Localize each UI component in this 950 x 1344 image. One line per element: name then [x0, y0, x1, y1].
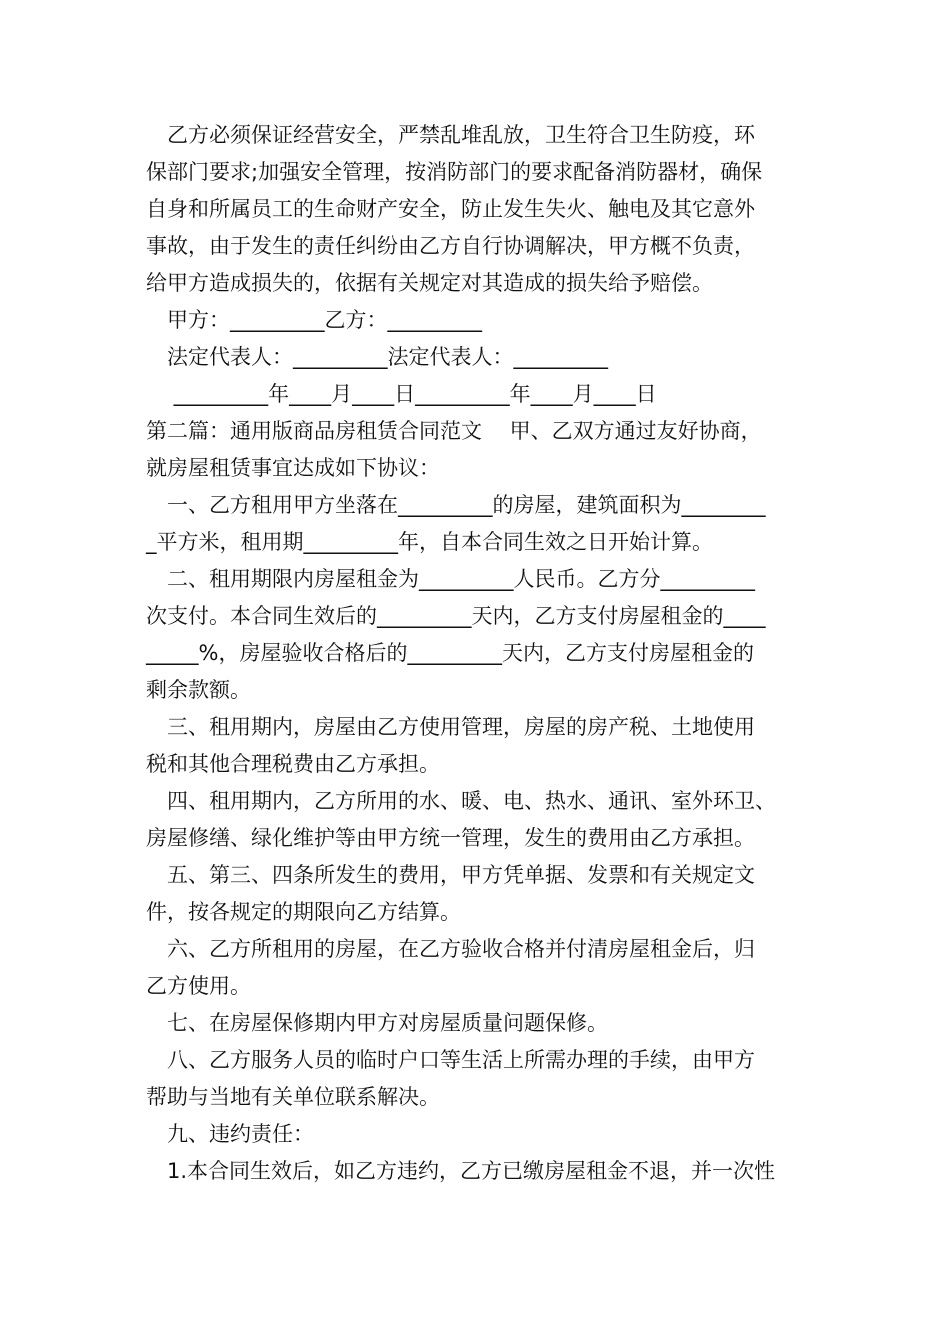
clause-6: 六、乙方所租用的房屋，在乙方验收合格并付清房屋租金后，归	[146, 937, 755, 961]
text-line: 乙方使用。	[146, 974, 251, 998]
clause-4: 四、租用期内，乙方所用的水、暖、电、热水、通讯、室外环卫、	[146, 789, 776, 813]
text-line: 给甲方造成损失的，依据有关规定对其造成的损失给予赔偿。	[146, 271, 713, 295]
clause-9-1: 1.本合同生效后，如乙方违约，乙方已缴房屋租金不退，并一次性	[146, 1159, 776, 1183]
text-line: 次支付。本合同生效后的_________天内，乙方支付房屋租金的____	[146, 604, 766, 628]
clause-3: 三、租用期内，房屋由乙方使用管理，房屋的房产税、土地使用	[146, 715, 755, 739]
section-heading: 第二篇：通用版商品房租赁合同范文 甲、乙双方通过友好协商，	[146, 419, 762, 443]
text-line: 剩余款额。	[146, 678, 251, 702]
text-line: 就房屋租赁事宜达成如下协议：	[146, 456, 440, 480]
clause-1: 一、乙方租用甲方坐落在_________的房屋，建筑面积为________	[146, 493, 766, 517]
text-line: 件，按各规定的期限向乙方结算。	[146, 900, 461, 924]
signature-line-representative: 法定代表人：_________法定代表人：_________	[146, 345, 608, 369]
text-line: 帮助与当地有关单位联系解决。	[146, 1085, 440, 1109]
signature-line-party: 甲方：_________乙方：_________	[146, 308, 482, 332]
clause-5: 五、第三、四条所发生的费用，甲方凭单据、发票和有关规定文	[146, 863, 755, 887]
clause-9: 九、违约责任：	[146, 1122, 314, 1146]
text-line: 事故，由于发生的责任纠纷由乙方自行协调解决，甲方概不负责，	[146, 234, 755, 258]
text-line: 税和其他合理税费由乙方承担。	[146, 752, 440, 776]
text-line: 保部门要求;加强安全管理，按消防部门的要求配备消防器材，确保	[146, 160, 763, 184]
text-line: _____%，房屋验收合格后的_________天内，乙方支付房屋租金的	[146, 641, 754, 665]
clause-7: 七、在房屋保修期内甲方对房屋质量问题保修。	[146, 1011, 608, 1035]
clause-8: 八、乙方服务人员的临时户口等生活上所需办理的手续，由甲方	[146, 1048, 755, 1072]
signature-line-date: _________年____月____日_________年____月____日	[146, 382, 657, 406]
clause-2: 二、租用期限内房屋租金为_________人民币。乙方分_________	[146, 567, 755, 591]
text-line: 房屋修缮、绿化维护等由甲方统一管理，发生的费用由乙方承担。	[146, 826, 755, 850]
text-line: _平方米，租用期_________年，自本合同生效之日开始计算。	[146, 530, 713, 554]
text-line: 自身和所属员工的生命财产安全，防止发生失火、触电及其它意外	[146, 197, 755, 221]
text-line: 乙方必须保证经营安全，严禁乱堆乱放，卫生符合卫生防疫，环	[146, 123, 755, 147]
